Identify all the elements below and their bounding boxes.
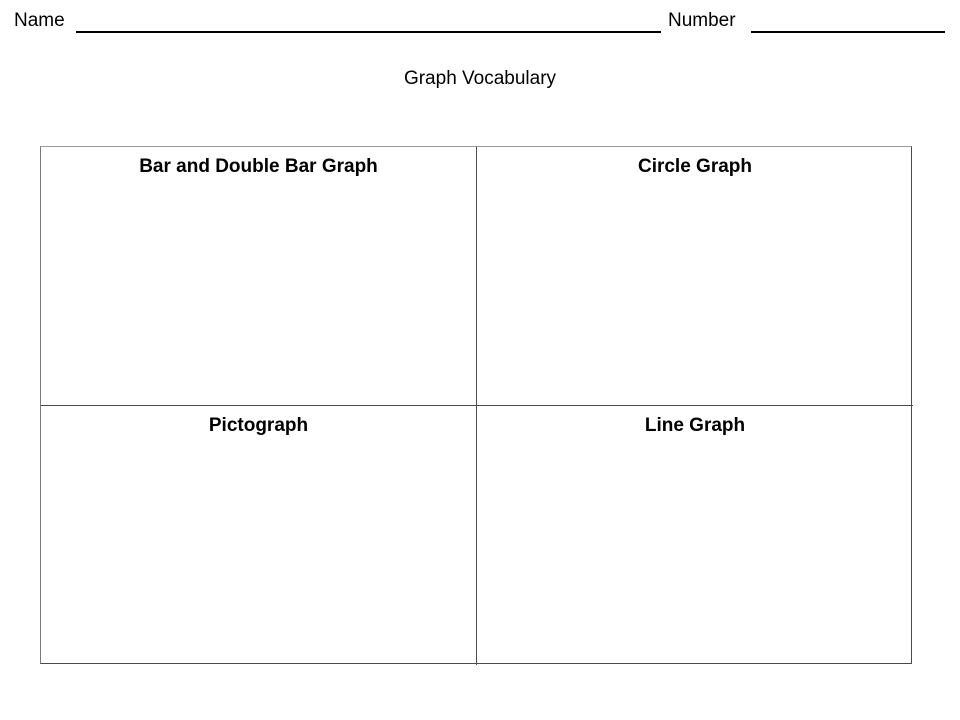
vocab-cell-pictograph[interactable] bbox=[41, 406, 477, 665]
cell-heading: Circle Graph bbox=[637, 156, 753, 177]
vocab-cell-circle-graph[interactable] bbox=[477, 147, 913, 406]
vocabulary-grid bbox=[40, 146, 912, 664]
student-info-line bbox=[0, 8, 960, 38]
name-label: Name bbox=[14, 10, 65, 31]
cell-heading: Bar and Double Bar Graph bbox=[139, 156, 378, 177]
cell-heading: Line Graph bbox=[644, 415, 746, 436]
number-label: Number bbox=[668, 10, 736, 31]
vocab-cell-line-graph[interactable] bbox=[477, 406, 913, 665]
vocab-cell-bar-graph[interactable] bbox=[41, 147, 477, 406]
cell-heading: Pictograph bbox=[208, 415, 309, 436]
number-blank[interactable] bbox=[751, 31, 945, 33]
name-blank[interactable] bbox=[76, 31, 661, 33]
page-title: Graph Vocabulary bbox=[403, 68, 557, 89]
